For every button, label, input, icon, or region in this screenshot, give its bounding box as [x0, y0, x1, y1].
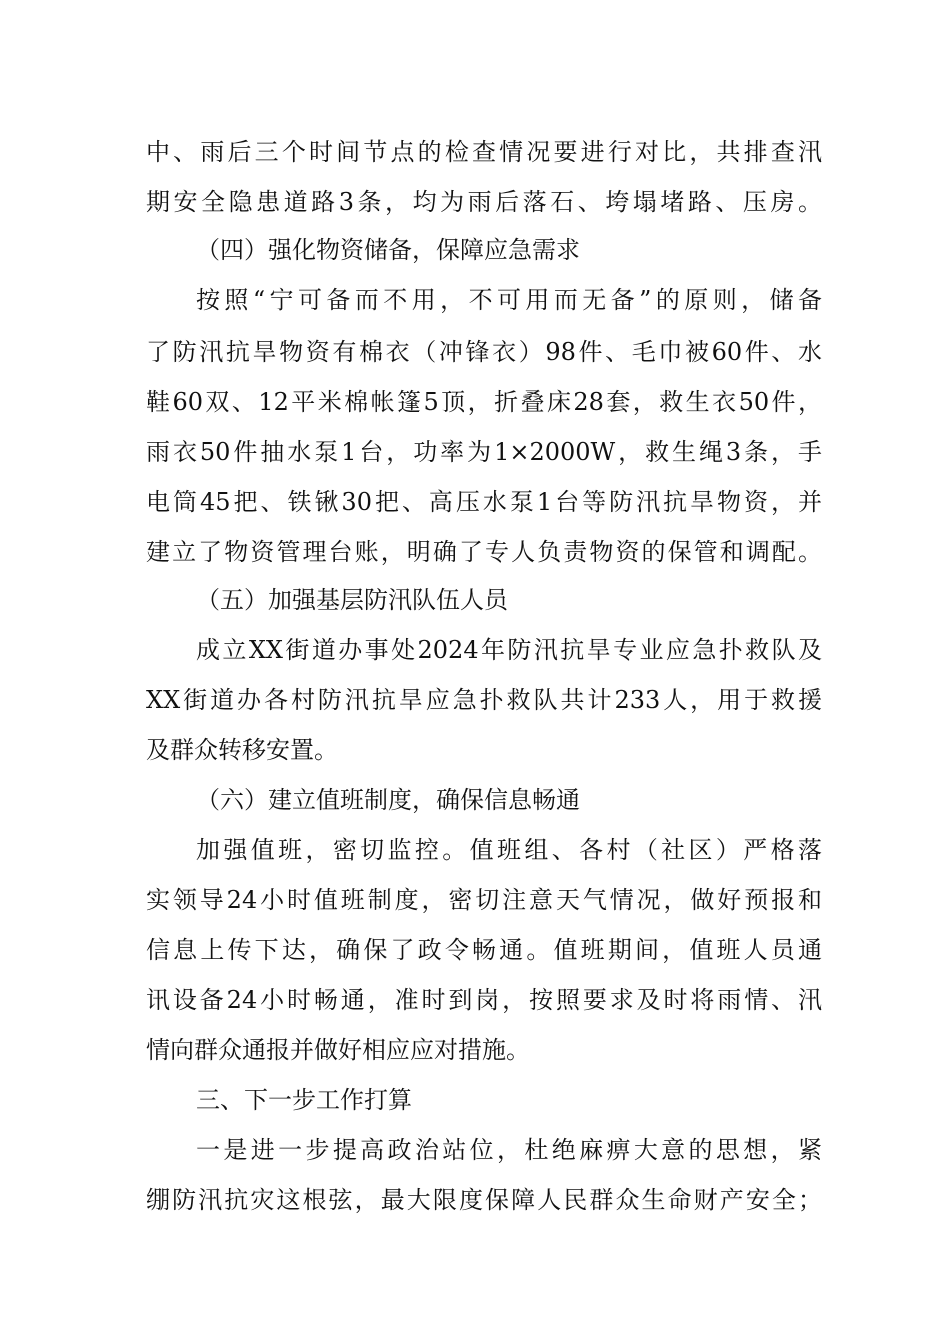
paragraph-line: 期安全隐患道路3条，均为雨后落石、垮塌堵路、压房。	[146, 188, 822, 216]
paragraph-line: 雨衣50件抽水泵1台，功率为1×2000W，救生绳3条，手	[146, 438, 822, 466]
paragraph-line: 了防汛抗旱物资有棉衣（冲锋衣）98件、毛巾被60件、水	[146, 338, 822, 366]
paragraph-line: 一是进一步提高政治站位，杜绝麻痹大意的思想，紧	[196, 1136, 822, 1164]
paragraph-line: 绷防汛抗灾这根弦，最大限度保障人民群众生命财产安全；	[146, 1186, 822, 1214]
paragraph-line: 情向群众通报并做好相应应对措施。	[146, 1036, 530, 1064]
section-heading-3: 三、下一步工作打算	[196, 1086, 412, 1114]
paragraph-line: 鞋60双、12平米棉帐篷5顶，折叠床28套，救生衣50件，	[146, 388, 822, 416]
paragraph-line: 建立了物资管理台账，明确了专人负责物资的保管和调配。	[146, 538, 822, 566]
paragraph-line: 信息上传下达，确保了政令畅通。值班期间，值班人员通	[146, 936, 822, 964]
paragraph-line: 及群众转移安置。	[146, 736, 338, 764]
section-heading-6: （六）建立值班制度，确保信息畅通	[196, 786, 580, 814]
paragraph-line: XX街道办各村防汛抗旱应急扑救队共计233人，用于救援	[146, 686, 822, 714]
section-heading-5: （五）加强基层防汛队伍人员	[196, 586, 508, 614]
paragraph-line: 讯设备24小时畅通，准时到岗，按照要求及时将雨情、汛	[146, 986, 822, 1014]
section-heading-4: （四）强化物资储备，保障应急需求	[196, 236, 580, 264]
paragraph-line: 电筒45把、铁锹30把、高压水泵1台等防汛抗旱物资，并	[146, 488, 822, 516]
paragraph-line: 成立XX街道办事处2024年防汛抗旱专业应急扑救队及	[196, 636, 822, 664]
paragraph-line: 加强值班，密切监控。值班组、各村（社区）严格落	[196, 836, 822, 864]
paragraph-line: 中、雨后三个时间节点的检查情况要进行对比，共排查汛	[146, 138, 822, 166]
paragraph-line: 按照“宁可备而不用，不可用而无备”的原则，储备	[196, 286, 822, 314]
paragraph-line: 实领导24小时值班制度，密切注意天气情况，做好预报和	[146, 886, 822, 914]
